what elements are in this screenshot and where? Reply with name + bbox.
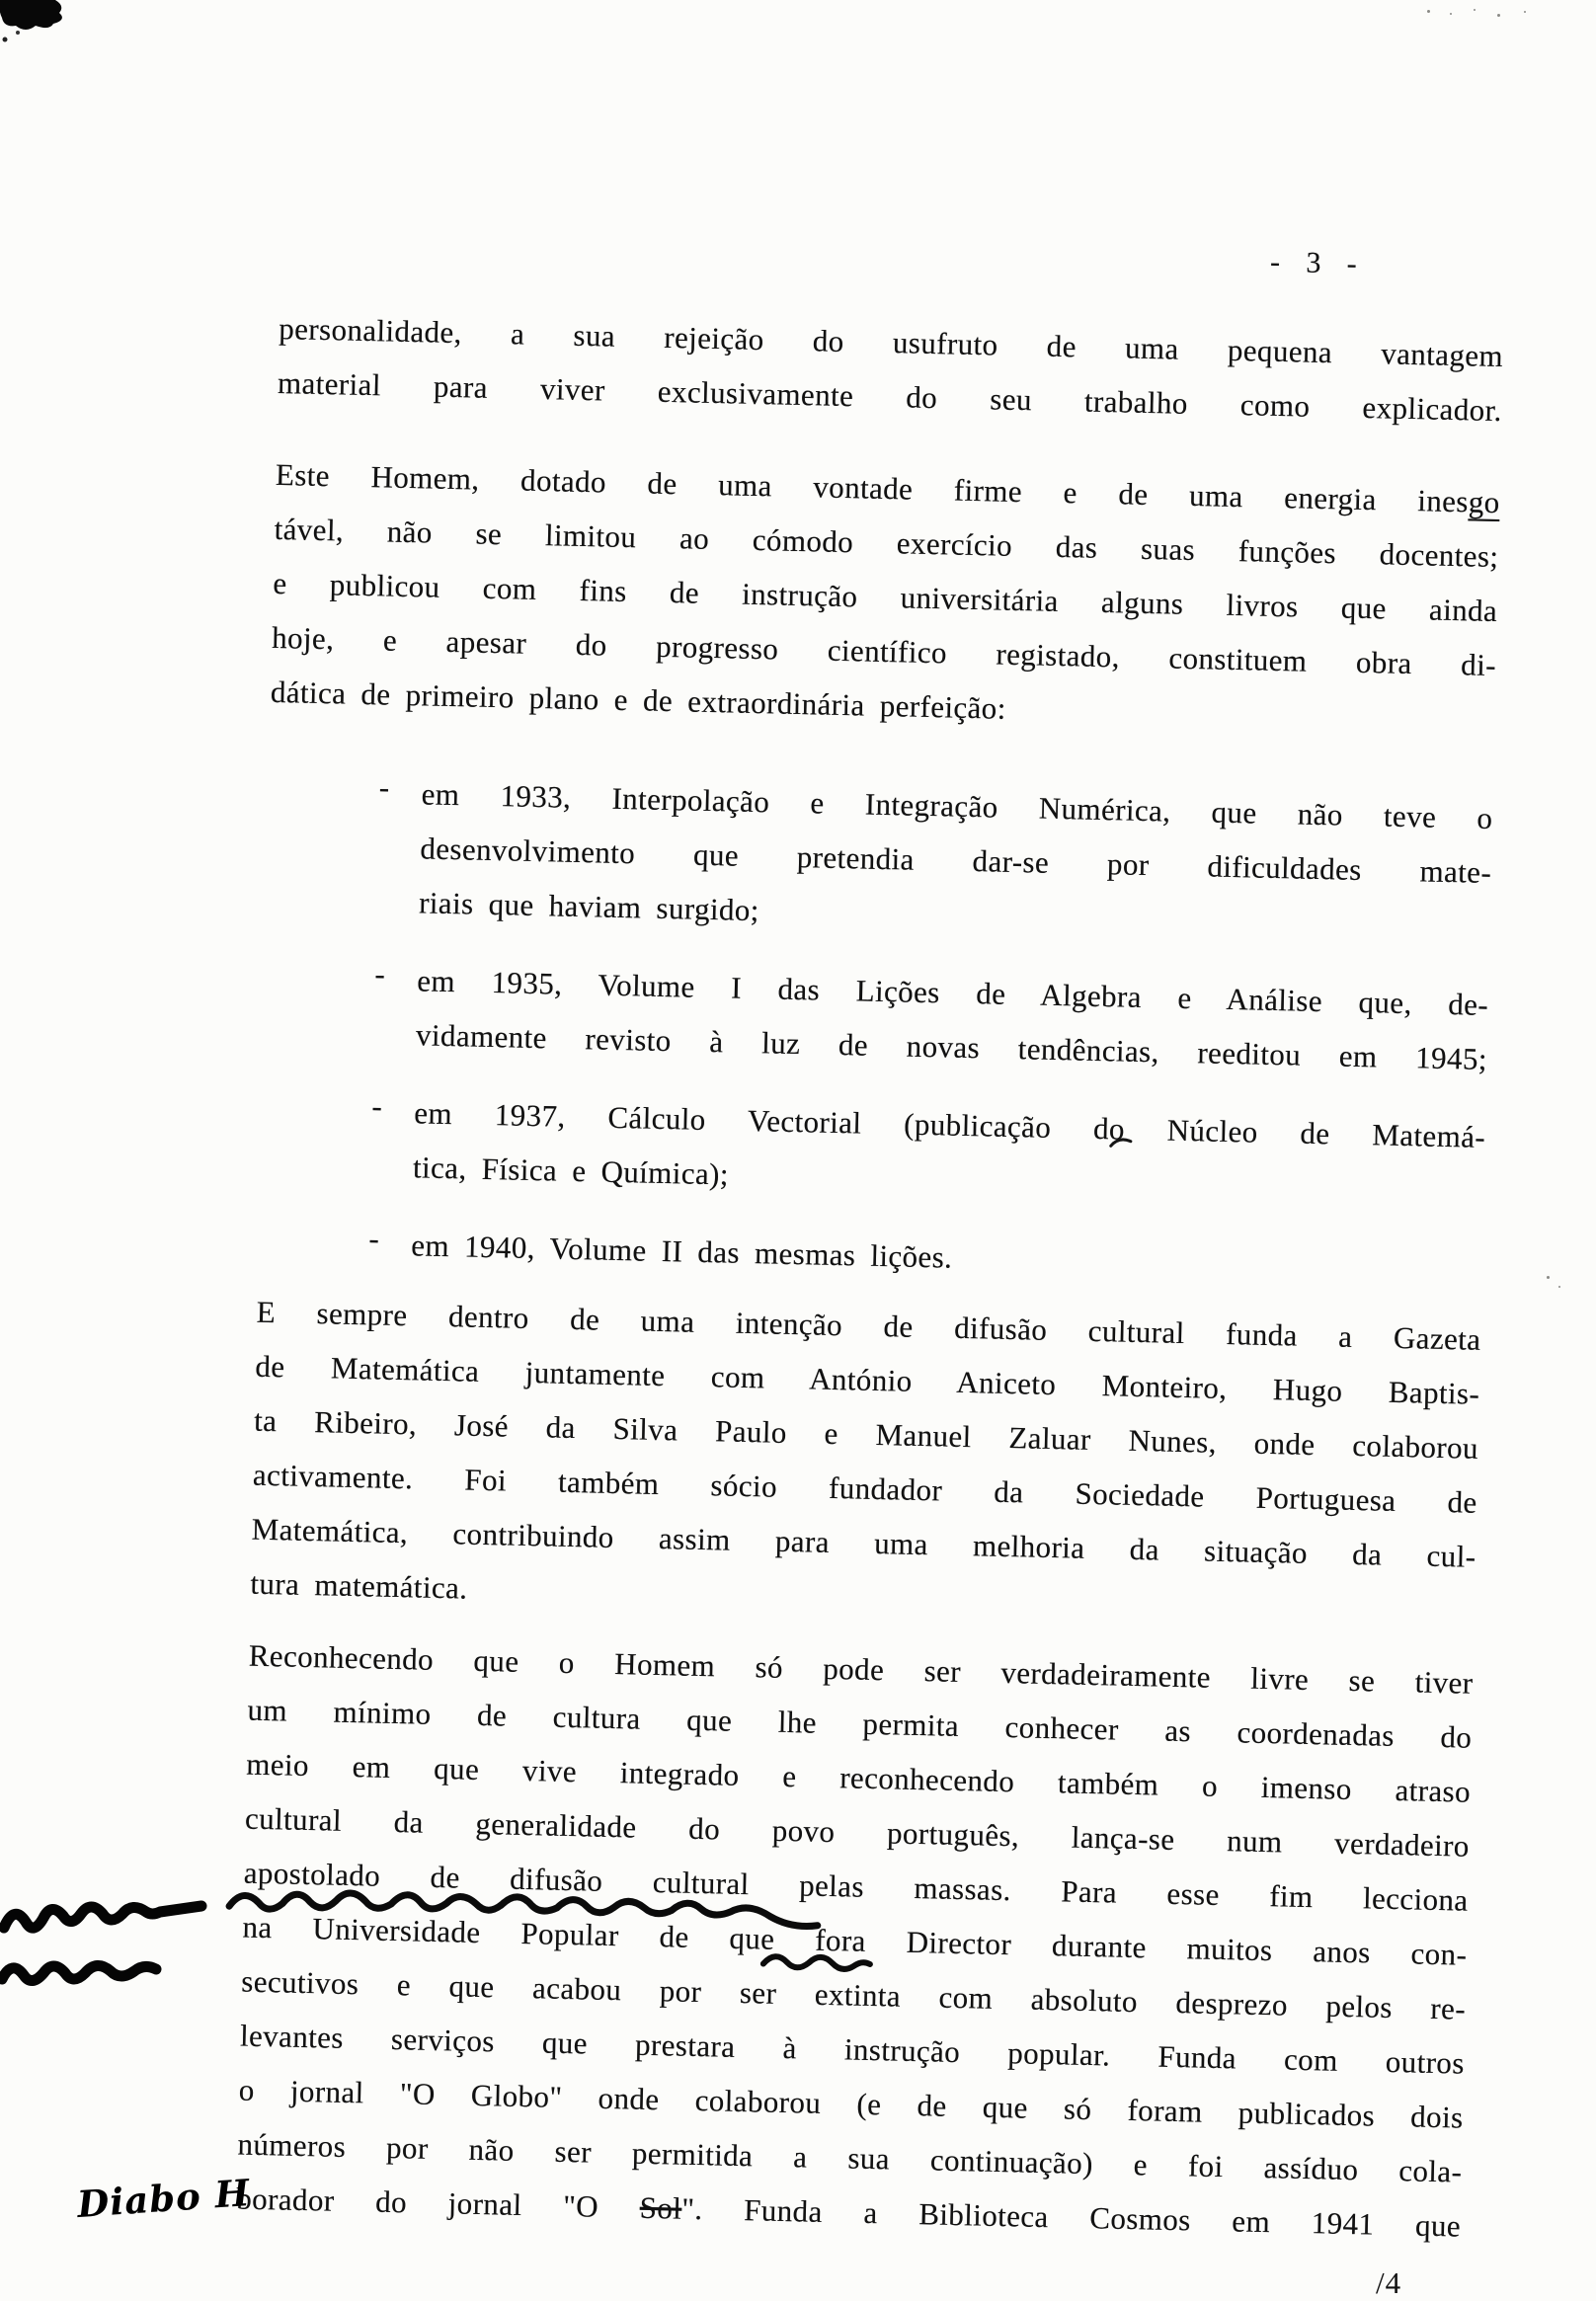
- paragraph: [236, 1628, 1474, 2254]
- paragraph: [250, 1285, 1481, 1638]
- text-line: levantes serviços que prestara à instrução popular. Funda com outros: [239, 2018, 1466, 2081]
- text-line: números por não ser permitida a sua continuação) e foi assíduo cola-: [237, 2126, 1463, 2189]
- text-line: na Universidade Popular de que fora Director durante muitos anos con-: [242, 1909, 1468, 1972]
- text-line: E sempre dentro de uma intenção de difusão cultural funda a Gazeta: [256, 1294, 1481, 1357]
- scan-speck: [1474, 9, 1476, 11]
- list-item: [266, 763, 1493, 954]
- text-run: borador do jornal "O: [235, 2181, 641, 2225]
- text-run: Este Homem, dotado de uma vontade firme e de uma energia ines: [275, 456, 1470, 519]
- continuation-underline: go: [1468, 484, 1501, 520]
- text-line: riais que haviam surgido;: [418, 885, 760, 928]
- text-line: em 1935, Volume I das Lições de Algebra e Análise que, de-: [416, 963, 1489, 1022]
- margin-scribble-annotation: [0, 1884, 247, 1998]
- text-line: tica, Física e Química);: [412, 1150, 730, 1192]
- ink-stain: [0, 0, 79, 69]
- list-item: [258, 1215, 1483, 1297]
- text-line: em 1940, Volume II das mesmas lições.: [410, 1228, 953, 1275]
- text-line: desenvolvimento que pretendia dar-se por dificuldades mate-: [420, 831, 1492, 890]
- list-dash: -: [374, 956, 386, 992]
- text-line: activamente. Foi também sócio fundador da Sociedade Portuguesa de: [252, 1457, 1478, 1520]
- footer-continuation-mark: /4: [1376, 2265, 1402, 2300]
- text-line: ta Ribeiro, José da Silva Paulo e Manuel Zaluar Nunes, onde colaborou: [253, 1402, 1479, 1466]
- typed-text-block: [236, 212, 1506, 2254]
- scan-speck: [1450, 13, 1452, 15]
- text-line: material para viver exclusivamente do seu trabalho como explicador.: [277, 364, 1503, 429]
- text-line: Reconhecendo que o Homem só pode ser verdadeiramente livre se tiver: [248, 1637, 1474, 1701]
- text-line: em 1937, Cálculo Vectorial (publicação do Núcleo de Matemá-: [413, 1095, 1486, 1154]
- scan-speck: [1427, 10, 1430, 13]
- text-line: Matemática, contribuindo assim para uma melhoria da situação da cul-: [251, 1511, 1476, 1574]
- scan-speck: [1497, 14, 1500, 17]
- list-dash: -: [378, 769, 390, 805]
- text-line: secutivos e que acabou por ser extinta com absoluto desprezo pelos re-: [240, 1963, 1467, 2026]
- text-run: ". Funda a Biblioteca Cosmos em 1941 que: [680, 2190, 1462, 2244]
- text-line: e publicou com fins de instrução universitária alguns livros que ainda: [273, 565, 1498, 629]
- scan-speck: [1524, 11, 1526, 13]
- text-line: personalidade, a sua rejeição do usufruto de uma pequena vantagem: [278, 310, 1504, 374]
- text-line: apostolado de difusão cultural pelas massas. Para esse fim lecciona: [243, 1855, 1469, 1918]
- text-line: o jornal "O Globo" onde colaborou (e de que só foram publicados dois: [238, 2072, 1464, 2135]
- text-line: dática de primeiro plano e de extraordinária perfeição:: [270, 674, 1007, 726]
- list-dash: -: [371, 1088, 383, 1124]
- text-line: de Matemática juntamente com António Aniceto Monteiro, Hugo Baptis-: [255, 1348, 1480, 1411]
- scan-speck: [1547, 1276, 1550, 1279]
- text-line: tura matemática.: [250, 1565, 468, 1606]
- struck-word: Sol: [639, 2189, 682, 2226]
- list-item: [263, 950, 1489, 1086]
- text-line: vidamente revisto à luz de novas tendências, reeditou em 1945;: [415, 1017, 1488, 1076]
- text-line: um mínimo de cultura que lhe permita conhecer as coordenadas do: [247, 1692, 1473, 1755]
- text-line: em 1933, Interpolação e Integração Numérica, que não teve o: [421, 776, 1493, 835]
- text-line: cultural da generalidade do povo português, lança-se num verdadeiro: [244, 1800, 1471, 1864]
- paragraph: [270, 447, 1500, 747]
- list-dash: -: [368, 1221, 380, 1256]
- text-line: tável, não se limitou ao cómodo exercício das suas funções docentes;: [274, 511, 1499, 575]
- handwritten-note: Diabo H: [75, 2170, 252, 2227]
- list-item: [260, 1082, 1486, 1219]
- paragraph: [277, 301, 1503, 437]
- text-line: meio em que vive integrado e reconhecendo também o imenso atraso: [245, 1746, 1472, 1809]
- scan-speck: [1558, 1286, 1560, 1288]
- text-line: hoje, e apesar do progresso científico registado, constituem obra di-: [271, 619, 1497, 683]
- page-number: - 3 -: [1269, 245, 1358, 280]
